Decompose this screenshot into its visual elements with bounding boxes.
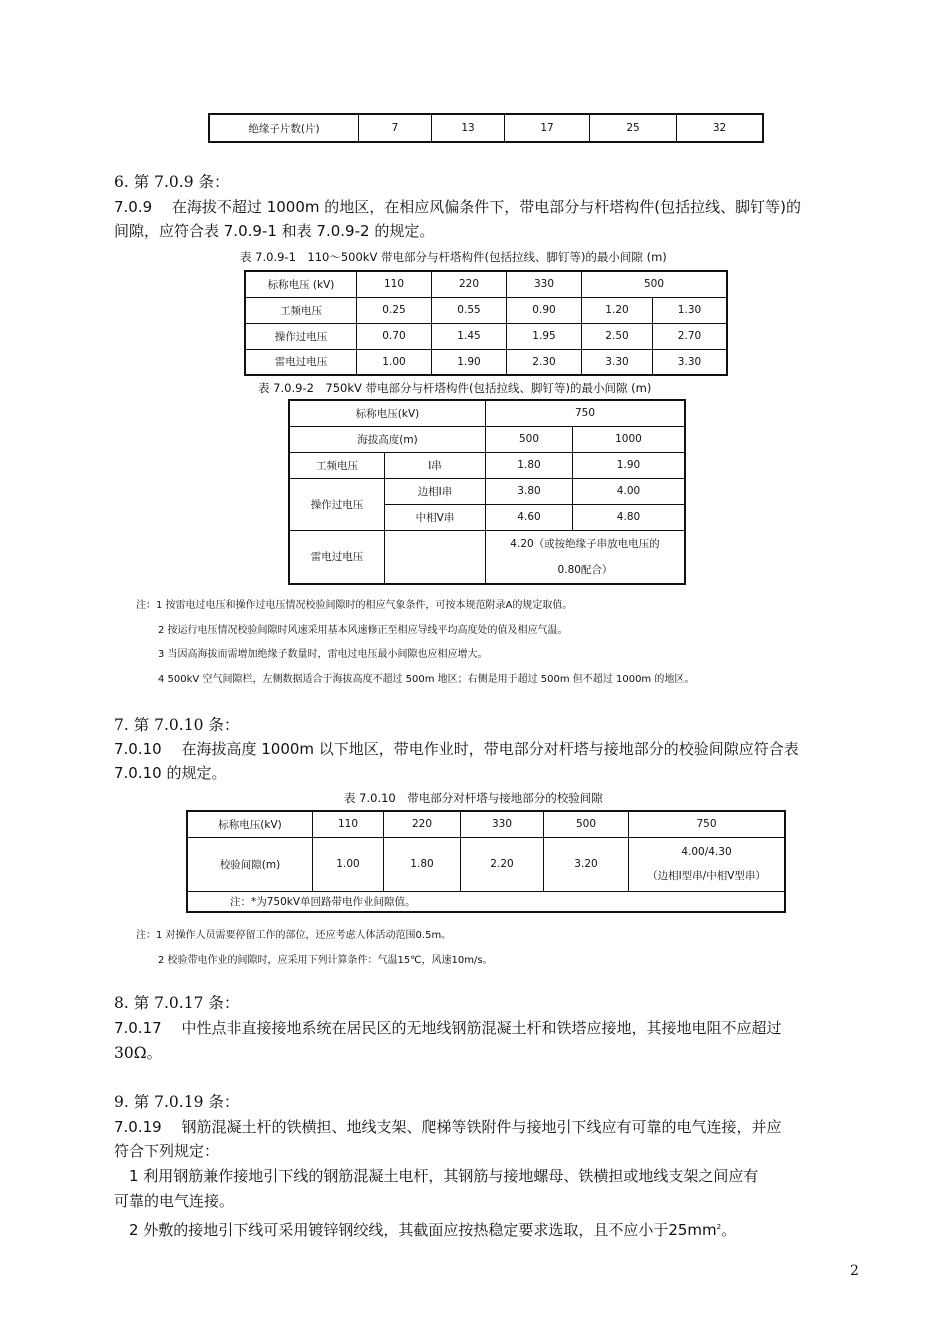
- table-cell: 1.00: [357, 349, 432, 375]
- table-7-0-9-2: [288, 399, 686, 585]
- table-cell: 13: [432, 114, 505, 142]
- table-cell: 0.25: [357, 297, 432, 323]
- table-cell: 3.30: [582, 349, 653, 375]
- row-label: 操作过电压: [289, 478, 385, 530]
- table-7-0-9-2-caption: 表 7.0.9-2 750kV 带电部分与杆塔构件(包括拉线、脚钉等)的最小间隙 (m): [258, 381, 652, 395]
- insulator-count-label: 绝缘子片数(片): [209, 114, 359, 142]
- table-header: 标称电压(kV): [289, 400, 486, 426]
- table-header: 750: [629, 811, 786, 837]
- table-cell: 0.90: [507, 297, 582, 323]
- table-cell: 2.70: [653, 323, 728, 349]
- table-cell: 3.20: [544, 837, 629, 891]
- table-header: 750: [486, 400, 686, 426]
- section-6-line1: 7.0.9 在海拔不超过 1000m 的地区，在相应风偏条件下，带电部分与杆塔构件(包括拉线、脚钉等)的: [114, 198, 801, 216]
- section-8-line1-part2: 其接地电阻不应超过: [646, 1019, 782, 1037]
- lightning-value-line1: 4.20（或按绝缘子串放电电压的: [510, 537, 660, 550]
- table-footnote: 注：*为750kV单回路带电作业间隙值。: [187, 891, 785, 912]
- table-cell: 2.20: [461, 837, 544, 891]
- note-6: 2 校验带电作业的间隙时，应采用下列计算条件：气温15℃，风速10m/s。: [158, 955, 493, 966]
- note-5: 注：1 对操作人员需要停留工作的部位，还应考虑人体活动范围0.5m。: [136, 930, 452, 941]
- table-7-0-9-1-caption: 表 7.0.9-1 110～500kV 带电部分与杆塔构件(包括拉线、脚钉等)的最小间隙 (m): [240, 250, 667, 264]
- table-cell: 32: [677, 114, 764, 142]
- table-cell: 4.60: [486, 504, 573, 530]
- table-cell: 0.55: [432, 297, 507, 323]
- row-label: 雷电过电压: [289, 530, 385, 584]
- table-cell: 边相I串: [385, 478, 486, 504]
- row-label: 工频电压: [289, 452, 385, 478]
- table-header: 500: [582, 271, 728, 297]
- table-cell: 4.00: [573, 478, 686, 504]
- table-cell: 1.95: [507, 323, 582, 349]
- section-9-line5-text: 2 外敷的接地引下线可采用镀锌钢绞线，其截面应按热稳定要求选取，且不应小于25mm: [114, 1221, 717, 1239]
- section-7-line2: 7.0.10 的规定。: [114, 764, 227, 782]
- value-750-line1: 4.00/4.30: [681, 846, 732, 858]
- section-9-line2: 符合下列规定：: [114, 1142, 220, 1160]
- table-cell: 1.00: [313, 837, 384, 891]
- section-8-line1: [114, 1016, 782, 1040]
- section-9-line3: 1 利用钢筋兼作接地引下线的钢筋混凝土电杆，其钢筋与接地螺母、铁横担或地线支架之间应有: [114, 1167, 759, 1185]
- section-9-line1: 7.0.19 钢筋混凝土杆的铁横担、地线支架、爬梯等铁附件与接地引下线应有可靠的电气连接，并应: [114, 1118, 782, 1136]
- row-label: 工频电压: [245, 297, 357, 323]
- section-6-line2: 间隙，应符合表 7.0.9-1 和表 7.0.9-2 的规定。: [114, 222, 435, 240]
- section-7-line1: 7.0.10 在海拔高度 1000m 以下地区，带电作业时，带电部分对杆塔与接地部分的校验间隙应符合表: [114, 740, 799, 758]
- table-cell: [629, 837, 786, 891]
- section-9-line5-end: 。: [721, 1221, 737, 1239]
- section-8-line2: 30Ω。: [114, 1044, 163, 1062]
- table-cell: [385, 530, 486, 584]
- table-header: 500: [544, 811, 629, 837]
- table-header: 500: [486, 426, 573, 452]
- table-cell: 1.90: [432, 349, 507, 375]
- table-cell: 0.70: [357, 323, 432, 349]
- row-label: 校验间隙(m): [187, 837, 313, 891]
- section-9-heading: 9. 第 7.0.19 条：: [114, 1093, 240, 1111]
- table-7-0-10-caption: 表 7.0.10 带电部分对杆塔与接地部分的校验间隙: [344, 791, 603, 805]
- table-cell: I串: [385, 452, 486, 478]
- section-6-heading: 6. 第 7.0.9 条：: [114, 173, 230, 191]
- note-3: 3 当因高海拔而需增加绝缘子数量时，雷电过电压最小间隙也应相应增大。: [158, 649, 488, 660]
- table-cell: 1.90: [573, 452, 686, 478]
- section-9-line4: 可靠的电气连接。: [114, 1192, 235, 1210]
- note-2: 2 按运行电压情况校验间隙时风速采用基本风速修正至相应导线平均高度处的值及相应气温。: [158, 625, 568, 636]
- table-cell: 25: [590, 114, 677, 142]
- table-cell: 2.30: [507, 349, 582, 375]
- table-cell: 1.20: [582, 297, 653, 323]
- table-cell: 中相V串: [385, 504, 486, 530]
- note-1: 注：1 按雷电过电压和操作过电压情况校验间隙时的相应气象条件，可按本规范附录A的规定取值。: [136, 600, 573, 611]
- page-number: 2: [850, 1263, 859, 1279]
- note-4: 4 500kV 空气间隙栏，左侧数据适合于海拔高度不超过 500m 地区；右侧是用于超过 500m 但不超过 1000m 的地区。: [158, 674, 695, 685]
- table-header: 标称电压 (kV): [245, 271, 357, 297]
- row-label: 雷电过电压: [245, 349, 357, 375]
- table-cell: 2.50: [582, 323, 653, 349]
- table-cell: 3.80: [486, 478, 573, 504]
- value-750-line2: （边相Ⅰ型串/中相Ⅴ型串）: [647, 870, 766, 882]
- insulator-count-table: [208, 113, 764, 143]
- table-cell: 7: [359, 114, 432, 142]
- table-header: 海拔高度(m): [289, 426, 486, 452]
- section-7-heading: 7. 第 7.0.10 条：: [114, 716, 240, 734]
- table-cell: [486, 530, 686, 584]
- section-8-heading: 8. 第 7.0.17 条：: [114, 994, 240, 1012]
- table-header: 330: [507, 271, 582, 297]
- table-header: 1000: [573, 426, 686, 452]
- table-header: 110: [313, 811, 384, 837]
- section-9-line5: [114, 1215, 736, 1242]
- table-header: 110: [357, 271, 432, 297]
- section-9-line5-sup: 2: [716, 1223, 722, 1231]
- table-cell: 4.80: [573, 504, 686, 530]
- table-header: 标称电压(kV): [187, 811, 313, 837]
- table-cell: 1.45: [432, 323, 507, 349]
- table-cell: 17: [505, 114, 590, 142]
- table-7-0-10: [186, 810, 786, 913]
- table-header: 220: [432, 271, 507, 297]
- table-cell: 3.30: [653, 349, 728, 375]
- table-header: 220: [384, 811, 461, 837]
- table-header: 330: [461, 811, 544, 837]
- row-label: 操作过电压: [245, 323, 357, 349]
- table-7-0-9-1: [244, 270, 728, 376]
- section-8-line1-part1: 7.0.17 中性点非直接接地系统在居民区的无地线钢筋混凝土杆和铁塔应接地，: [114, 1019, 647, 1037]
- table-cell: 1.30: [653, 297, 728, 323]
- lightning-value-line2: 0.80配合）: [557, 563, 613, 576]
- table-cell: 1.80: [384, 837, 461, 891]
- table-cell: 1.80: [486, 452, 573, 478]
